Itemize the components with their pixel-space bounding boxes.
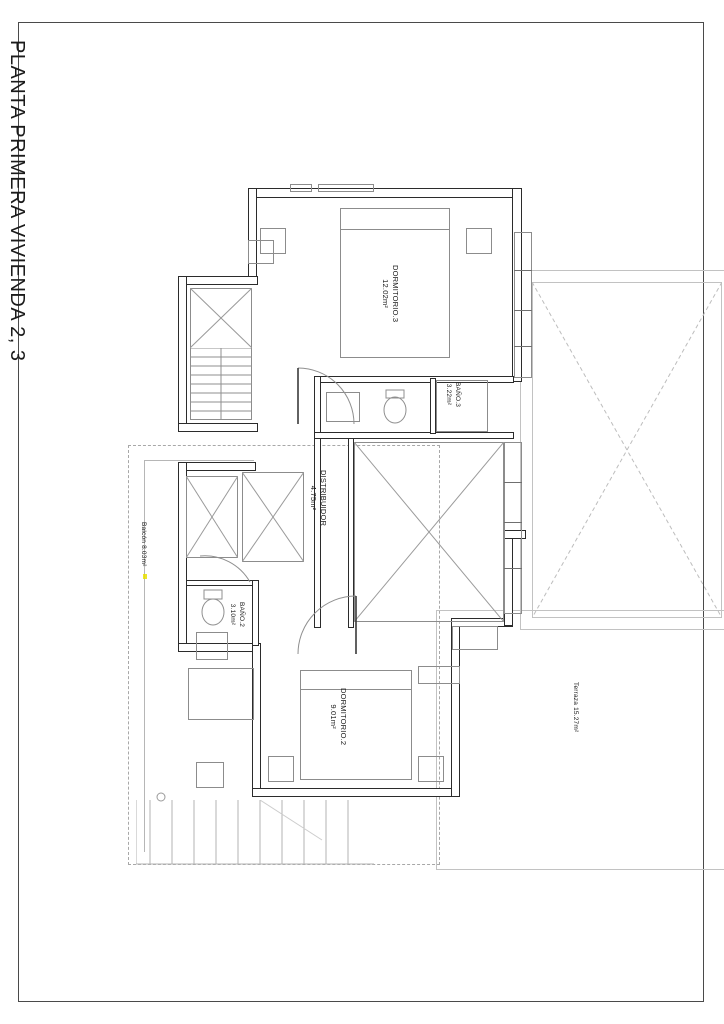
staircase-steps — [190, 348, 252, 425]
label-bano-3-area: 3.22m² — [445, 383, 452, 406]
bed-dormitorio2-pillow — [300, 670, 412, 690]
label-bano-2 — [228, 602, 246, 627]
label-dormitorio-2 — [328, 688, 348, 745]
glazing-strip-upper — [514, 232, 532, 378]
door-bano3 — [296, 366, 356, 433]
partition-bano2-right — [252, 580, 259, 646]
railing-node — [156, 790, 168, 808]
panel-left-b-hatch — [242, 472, 304, 562]
stairwell-void-hatch — [354, 442, 504, 622]
label-terraza-text: Terraza 15.27m² — [572, 682, 579, 733]
label-distribuidor-area: 4.75m² — [309, 485, 318, 511]
label-dormitorio-3-name: DORMITORIO.3 — [391, 265, 400, 323]
nightstand-d2-b — [418, 756, 444, 782]
door-dormitorio2 — [296, 594, 358, 661]
label-balcon — [139, 522, 148, 567]
glazing-mullion-4 — [504, 482, 522, 483]
nightstand-d3-b — [466, 228, 492, 254]
wall-left-stairblock-left — [178, 276, 187, 432]
label-dormitorio-2-area: 9.01m² — [329, 704, 338, 729]
label-bano-3 — [444, 382, 462, 407]
glazing-hatch-right — [532, 282, 722, 618]
door-bano2 — [196, 554, 252, 589]
exterior-stairs — [136, 800, 376, 871]
wall-left-upper — [248, 188, 257, 284]
glazing-strip-lower — [504, 442, 522, 614]
label-terraza — [571, 682, 580, 732]
balcony-inner-line — [144, 460, 254, 461]
wc-bano3 — [378, 388, 412, 433]
highlight-marker — [143, 574, 147, 579]
window-upper-left — [248, 240, 274, 264]
page-title: PLANTA PRIMERA VIVIENDA 2, 3 — [6, 40, 28, 362]
window-right-mid — [418, 666, 460, 684]
panel-left-a-hatch — [186, 476, 238, 558]
window-bottom-left — [196, 762, 224, 788]
staircase-upper-hatch — [190, 288, 252, 348]
bed-dormitorio3-pillow — [340, 208, 450, 230]
label-distribuidor — [308, 470, 328, 526]
glazing-mullion-2 — [514, 310, 532, 311]
label-distribuidor-name: DISTRIBUIDOR — [319, 470, 328, 527]
window-d3-top — [318, 184, 374, 192]
wall-left-stairblock-top — [178, 276, 258, 285]
window-upper-small — [290, 184, 312, 192]
label-dormitorio-3-area: 12.02m² — [381, 279, 390, 309]
sink-bano2 — [196, 632, 228, 660]
label-dormitorio-3 — [380, 265, 400, 322]
label-bano-2-name: BAÑO.2 — [238, 602, 245, 628]
label-balcon-text: Balcón 8.03m² — [140, 522, 147, 567]
window-right-lower — [452, 626, 498, 650]
wall-bottom-bedroom-left — [252, 643, 261, 797]
floor-plan-drawing — [100, 170, 680, 930]
balcony-inner-line-v — [144, 460, 145, 852]
glazing-mullion-3 — [514, 346, 532, 347]
wall-bottom-bedroom-bottom — [252, 788, 460, 797]
wc-bano2 — [196, 588, 230, 633]
label-dormitorio-2-name: DORMITORIO.2 — [339, 688, 348, 746]
nightstand-d2-a — [268, 756, 294, 782]
shower-bano2 — [188, 668, 254, 720]
glazing-mullion-5 — [504, 522, 522, 523]
glazing-mullion-1 — [514, 270, 532, 271]
glazing-mullion-6 — [504, 568, 522, 569]
label-bano-3-name: BAÑO.3 — [454, 382, 461, 408]
label-bano-2-area: 3.10m² — [229, 603, 236, 626]
partition-bano3-bottom — [314, 432, 514, 439]
wall-left-lower-top — [178, 462, 256, 471]
